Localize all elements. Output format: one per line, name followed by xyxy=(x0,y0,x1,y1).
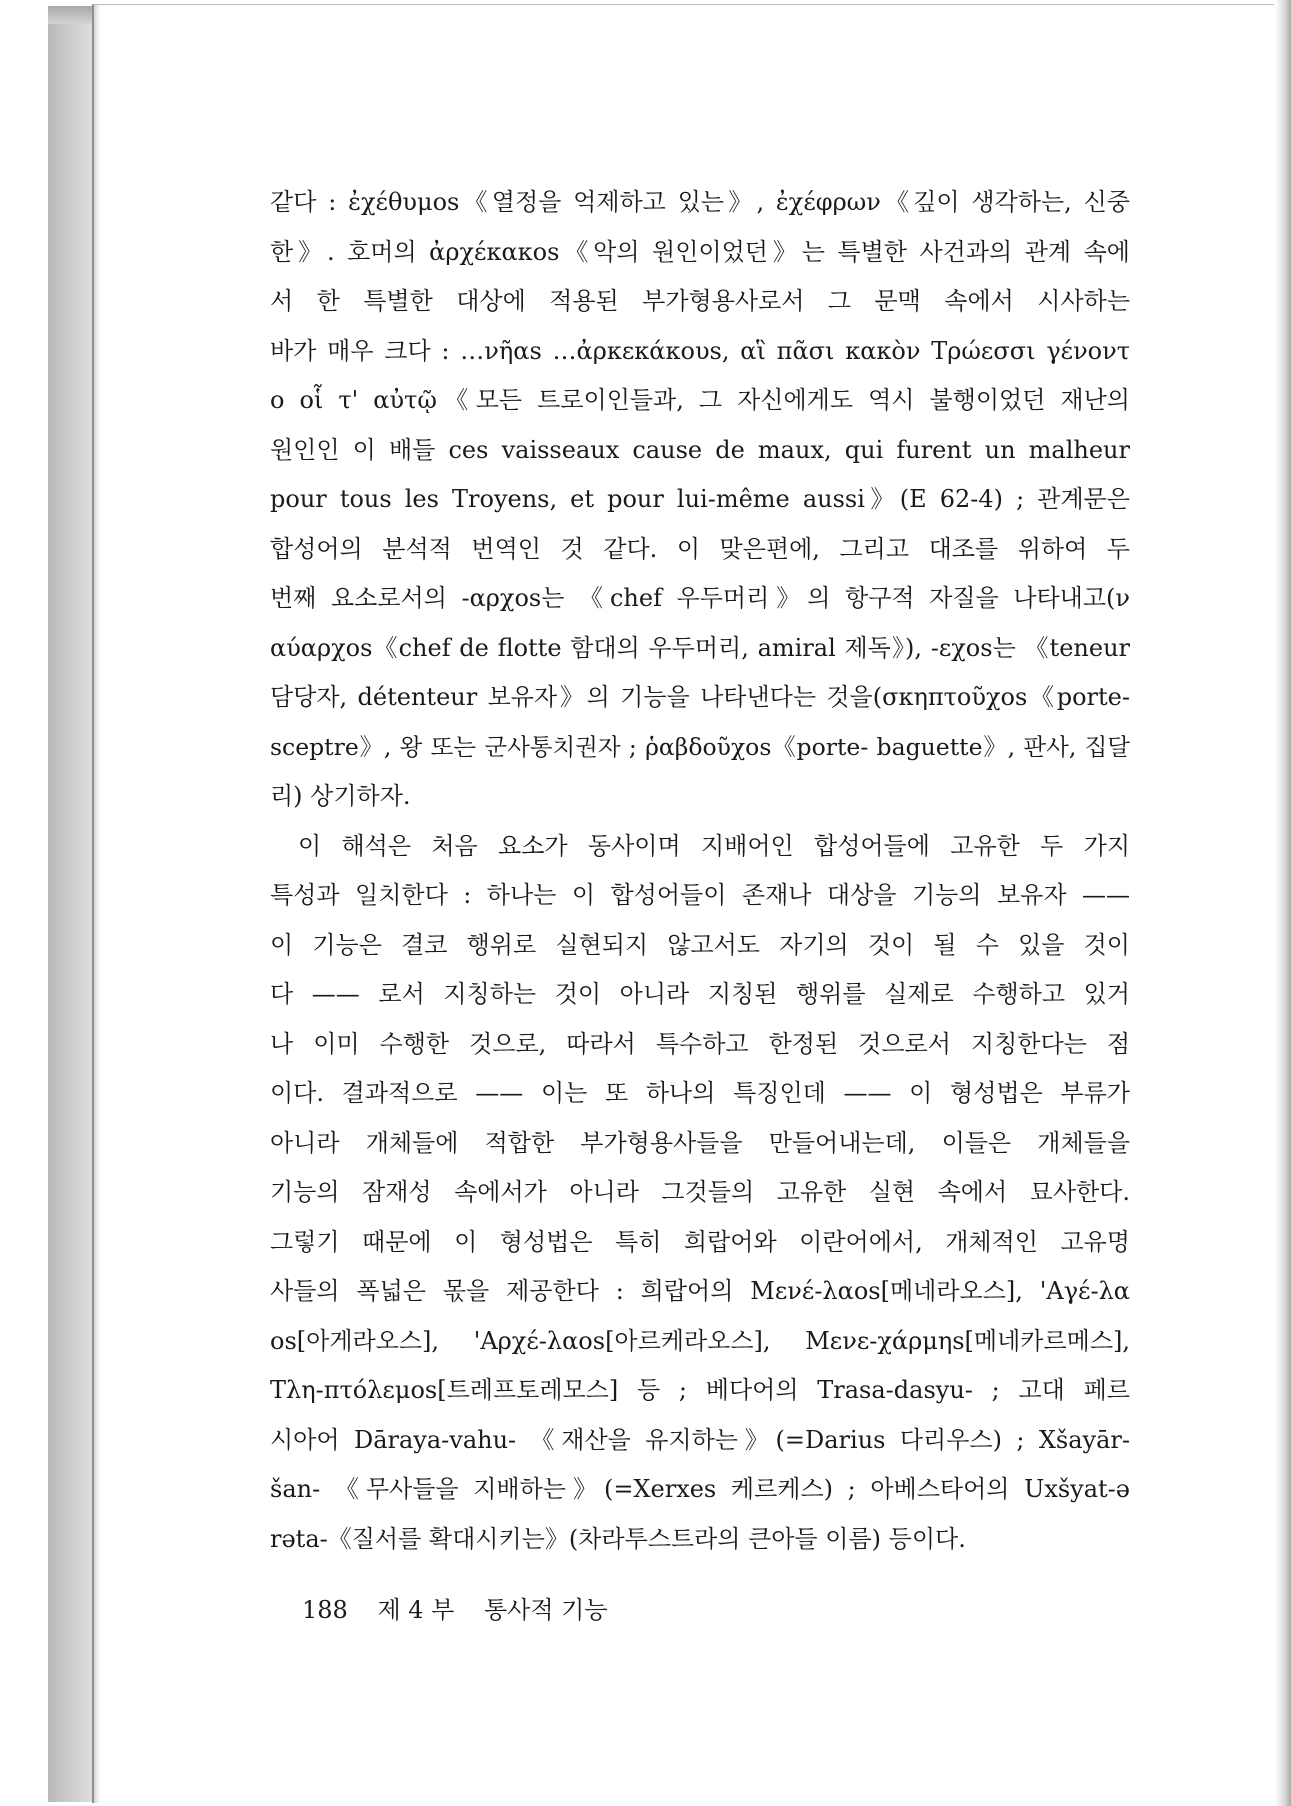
part-label: 제 4 부 xyxy=(377,1596,455,1624)
text-line: 그렇기 때문에 이 형성법은 특히 희랍어와 이란어에서, 개체적인 고유명 xyxy=(270,1227,1130,1256)
text-line: 이 기능은 결코 행위로 실현되지 않고서도 자기의 것이 될 수 있을 것이 xyxy=(270,930,1130,959)
text-line: rəta-《질서를 확대시키는》(차라투스트라의 큰아들 이름) 등이다. xyxy=(270,1524,966,1553)
text-line: οs[아게라오스], 'Αρχέ-λαοs[아르케라오스], Μενε-χάρμηs[메네카르메스], xyxy=(270,1326,1130,1355)
paragraph-first-line: 이 해석은 처음 요소가 동사이며 지배어인 합성어들에 고유한 두 가지 xyxy=(298,831,1130,860)
text-line: 합성어의 분석적 번역인 것 같다. 이 맞은편에, 그리고 대조를 위하여 두 xyxy=(270,534,1130,563)
text-line: 나 이미 수행한 것으로, 따라서 특수하고 한정된 것으로서 지칭한다는 점 xyxy=(270,1029,1130,1058)
text-line: 한》. 호머의 ἀρχέκακοs《악의 원인이었던》는 특별한 사건과의 관계 속에 xyxy=(270,237,1130,266)
text-line: sceptre》, 왕 또는 군사통치권자 ; ῥαβδοῦχοs《porte- baguette》, 판사, 집달 xyxy=(270,732,1130,761)
text-line: ο οἷ τ' αὐτῷ《모든 트로이인들과, 그 자신에게도 역시 불행이었던 재난의 xyxy=(270,386,1130,414)
text-line: 원인인 이 배들 ces vaisseaux cause de maux, qui furent un malheur xyxy=(270,435,1130,464)
page-footer xyxy=(302,1590,630,1625)
text-line: šan- 《무사들을 지배하는》(=Xerxes 케르케스) ; 아베스타어의 Uxšyat-ə xyxy=(270,1475,1130,1503)
text-line: 사들의 폭넓은 몫을 제공한다 : 희랍어의 Μενέ-λαοs[메네라오스], 'Αγέ-λα xyxy=(270,1277,1130,1305)
text-line: 기능의 잠재성 속에서가 아니라 그것들의 고유한 실현 속에서 묘사한다. xyxy=(270,1178,1130,1206)
chapter-title: 통사적 기능 xyxy=(484,1596,608,1624)
page-number: 188 xyxy=(302,1596,348,1624)
text-line: Τλη-πτόλεμοs[트레프토레모스] 등 ; 베다어의 Trasa-dasyu- ; 고대 페르 xyxy=(270,1376,1130,1404)
text-line: 번째 요소로서의 -αρχοs는 《chef 우두머리》의 항구적 자질을 나타내고(ν xyxy=(270,584,1130,612)
text-line: pour tous les Troyens, et pour lui-même aussi》(E 62-4) ; 관계문은 xyxy=(270,485,1130,513)
text-line: 담당자, détenteur 보유자》의 기능을 나타낸다는 것을(σκηπτοῦχοs《porte- xyxy=(270,683,1130,711)
text-line: 시아어 Dāraya-vahu- 《재산을 유지하는》(=Darius 다리우스) ; Xšayār- xyxy=(270,1425,1130,1454)
text-line: 서 한 특별한 대상에 적용된 부가형용사로서 그 문맥 속에서 시사하는 xyxy=(270,287,1130,315)
text-line: 리) 상기하자. xyxy=(270,782,411,810)
text-line: 바가 매우 크다 : …νῆαs …ἀρκεκάκουs, αἳ πᾶσι κακὸν Τρώεσσι γένοντ xyxy=(270,336,1130,365)
text-line: 특성과 일치한다 : 하나는 이 합성어들이 존재나 대상을 기능의 보유자 —— xyxy=(270,881,1130,909)
text-line: 아니라 개체들에 적합한 부가형용사들을 만들어내는데, 이들은 개체들을 xyxy=(270,1128,1130,1157)
text-line: 다 —— 로서 지칭하는 것이 아니라 지칭된 행위를 실제로 수행하고 있거 xyxy=(270,980,1130,1008)
page-right-shadow xyxy=(1275,0,1291,1806)
body-text xyxy=(270,178,1130,1564)
text-line: 이다. 결과적으로 —— 이는 또 하나의 특징인데 —— 이 형성법은 부류가 xyxy=(270,1079,1130,1107)
text-line: αύαρχοs《chef de flotte 함대의 우두머리, amiral 제독》), -εχοs는 《teneur xyxy=(270,633,1130,662)
text-line: 같다 : ἐχέθυμοs《열정을 억제하고 있는》, ἐχέφρων《깊이 생각하는, 신중 xyxy=(270,188,1130,216)
